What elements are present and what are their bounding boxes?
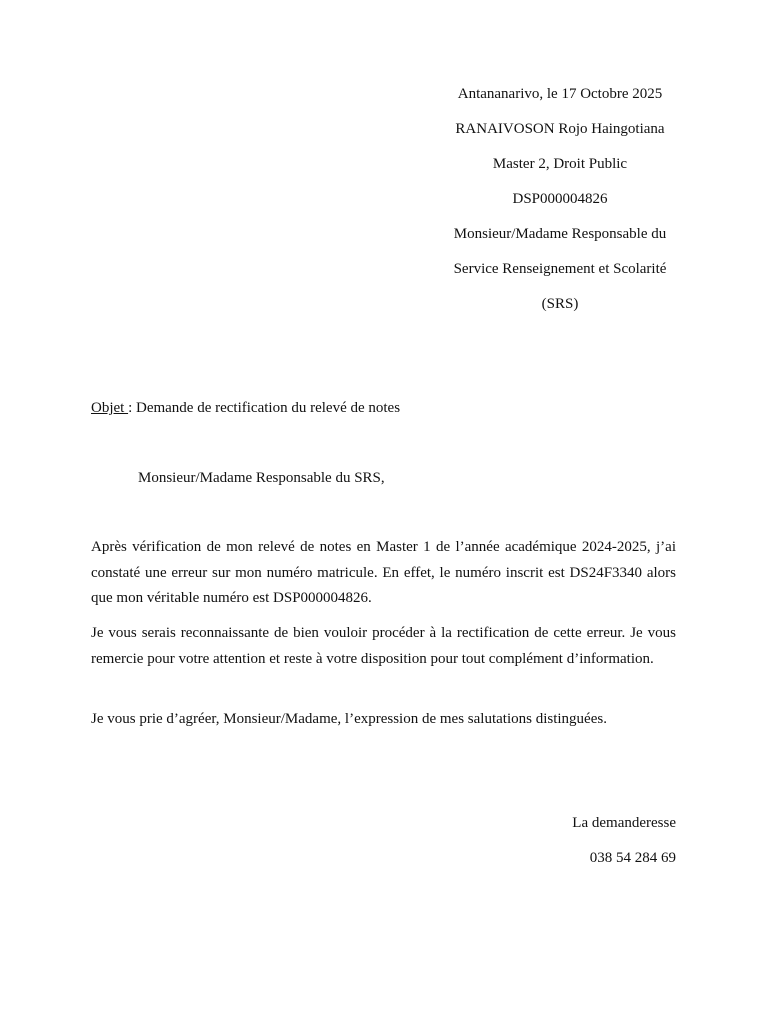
subject-text: : Demande de rectification du relevé de notes — [128, 400, 401, 416]
body-paragraph-1: Après vérification de mon relevé de notes en Master 1 de l’année académique 2024-2025, j’ai constaté une erreur sur mon numéro matricule. En effet, le numéro inscrit est DS24F3340 alors que mon véritable numéro est DSP000004826. — [91, 539, 676, 606]
recipient-line-1: Monsieur/Madame Responsable du — [453, 226, 667, 242]
subject-line — [91, 399, 400, 417]
phone-number: 038 54 284 69 — [589, 850, 676, 866]
sender-name: RANAIVOSON Rojo Haingotiana — [455, 121, 665, 137]
body-paragraph-2: Je vous serais reconnaissante de bien vouloir procéder à la rectification de cette erreur. Je vous remercie pour votre attention et reste à votre disposition pour tout complément d’information. — [91, 625, 676, 667]
place-date: Antananarivo, le 17 Octobre 2025 — [457, 86, 663, 102]
sender-id: DSP000004826 — [512, 191, 608, 207]
sender-level: Master 2, Droit Public — [492, 156, 628, 172]
recipient-line-2: Service Renseignement et Scolarité — [453, 261, 667, 277]
recipient-line-3: (SRS) — [541, 296, 579, 312]
subject-label: Objet — [91, 400, 129, 416]
signature-label: La demanderesse — [572, 815, 676, 831]
body-paragraph-3: Je vous prie d’agréer, Monsieur/Madame, l’expression de mes salutations distinguées. — [91, 711, 607, 727]
salutation: Monsieur/Madame Responsable du SRS, — [138, 470, 385, 486]
